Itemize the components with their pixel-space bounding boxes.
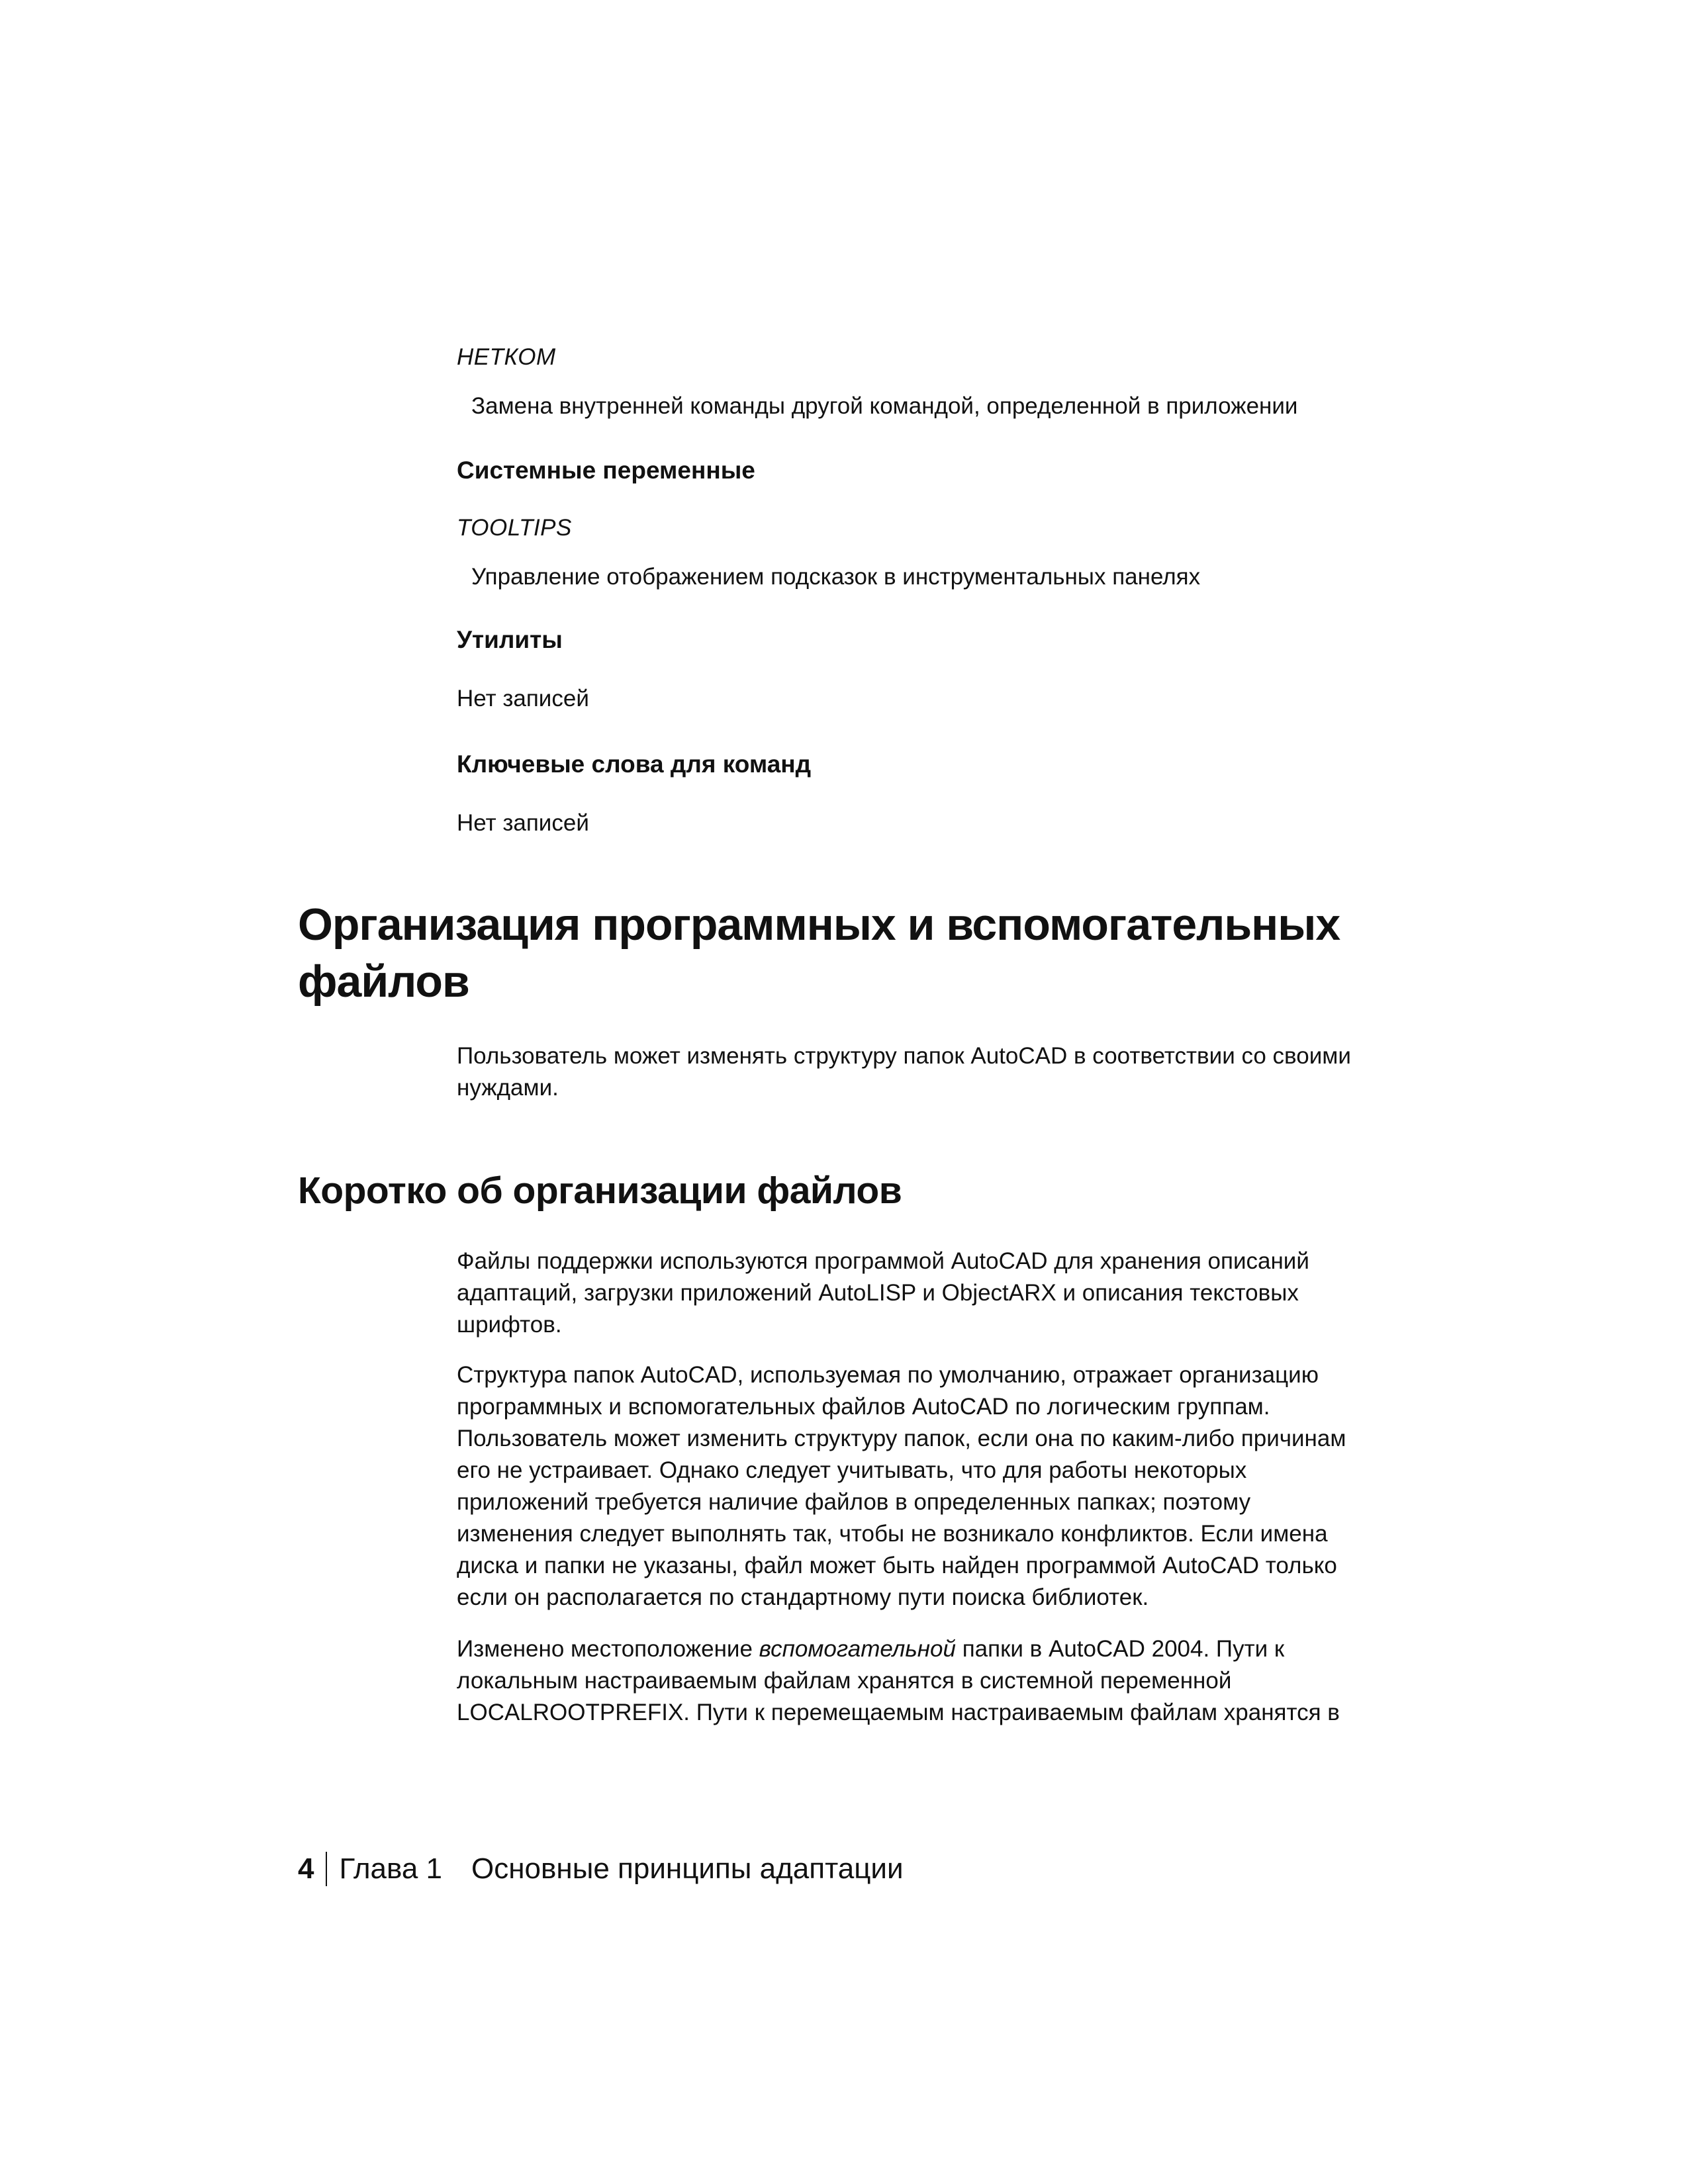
command-keywords-text: Нет записей bbox=[457, 810, 589, 836]
command-keywords-heading: Ключевые слова для команд bbox=[457, 751, 812, 778]
system-variable-name: TOOLTIPS bbox=[457, 515, 572, 541]
paragraph-folder-structure: Структура папок AutoCAD, используемая по умолчанию, отражает организацию программных и вспомогательных файлов AutoCAD по логическим группам. Пользователь может изменить структуру папок, если она по каким-либо причинам его не устраивает. Однако следует учитывать, что для работы некоторых приложений требуется наличие файлов в определенных папках; поэтому изменения следует выполнять так, чтобы не возникало конфликтов. Если имена диска и папки не указаны, файл может быть найден программой AutoCAD только если он располагается по стандартному пути поиска библиотек. bbox=[457, 1362, 1346, 1610]
chapter-label: Глава 1 bbox=[339, 1852, 443, 1885]
system-variables-heading: Системные переменные bbox=[457, 457, 755, 484]
section-title-overview: Коротко об организации файлов bbox=[298, 1169, 902, 1212]
footer-divider bbox=[326, 1852, 327, 1886]
paragraph-location-change bbox=[457, 1633, 1364, 1729]
utilities-heading: Утилиты bbox=[457, 626, 563, 653]
page-footer bbox=[298, 1852, 904, 1886]
chapter-title: Основные принципы адаптации bbox=[471, 1852, 904, 1885]
para3-end: папки в AutoCAD 2004. Пути к локальным настраиваемым файлам хранятся в системной переменной LOCALROOTPREFIX. Пути к перемещаемым настраиваемым файлам хранятся в bbox=[457, 1636, 1340, 1725]
paragraph-support-files: Файлы поддержки используются программой AutoCAD для хранения описаний адаптаций, загрузки приложений AutoLISP и ObjectARX и описания текстовых шрифтов. bbox=[457, 1248, 1309, 1338]
section-intro: Пользователь может изменять структуру папок AutoCAD в соответствии со своими нуждами. bbox=[457, 1043, 1351, 1101]
page-number: 4 bbox=[298, 1852, 314, 1885]
command-description: Замена внутренней команды другой командой, определенной в приложении bbox=[471, 393, 1298, 419]
command-name: НЕТКОМ bbox=[457, 344, 556, 370]
section-title-file-organization: Организация программных и вспомогательных файлов bbox=[298, 899, 1340, 1007]
para3-italic: вспомогательной bbox=[759, 1636, 956, 1662]
utilities-text: Нет записей bbox=[457, 686, 589, 711]
para3-start: Изменено местоположение bbox=[457, 1636, 759, 1662]
system-variable-description: Управление отображением подсказок в инструментальных панелях bbox=[471, 564, 1201, 590]
